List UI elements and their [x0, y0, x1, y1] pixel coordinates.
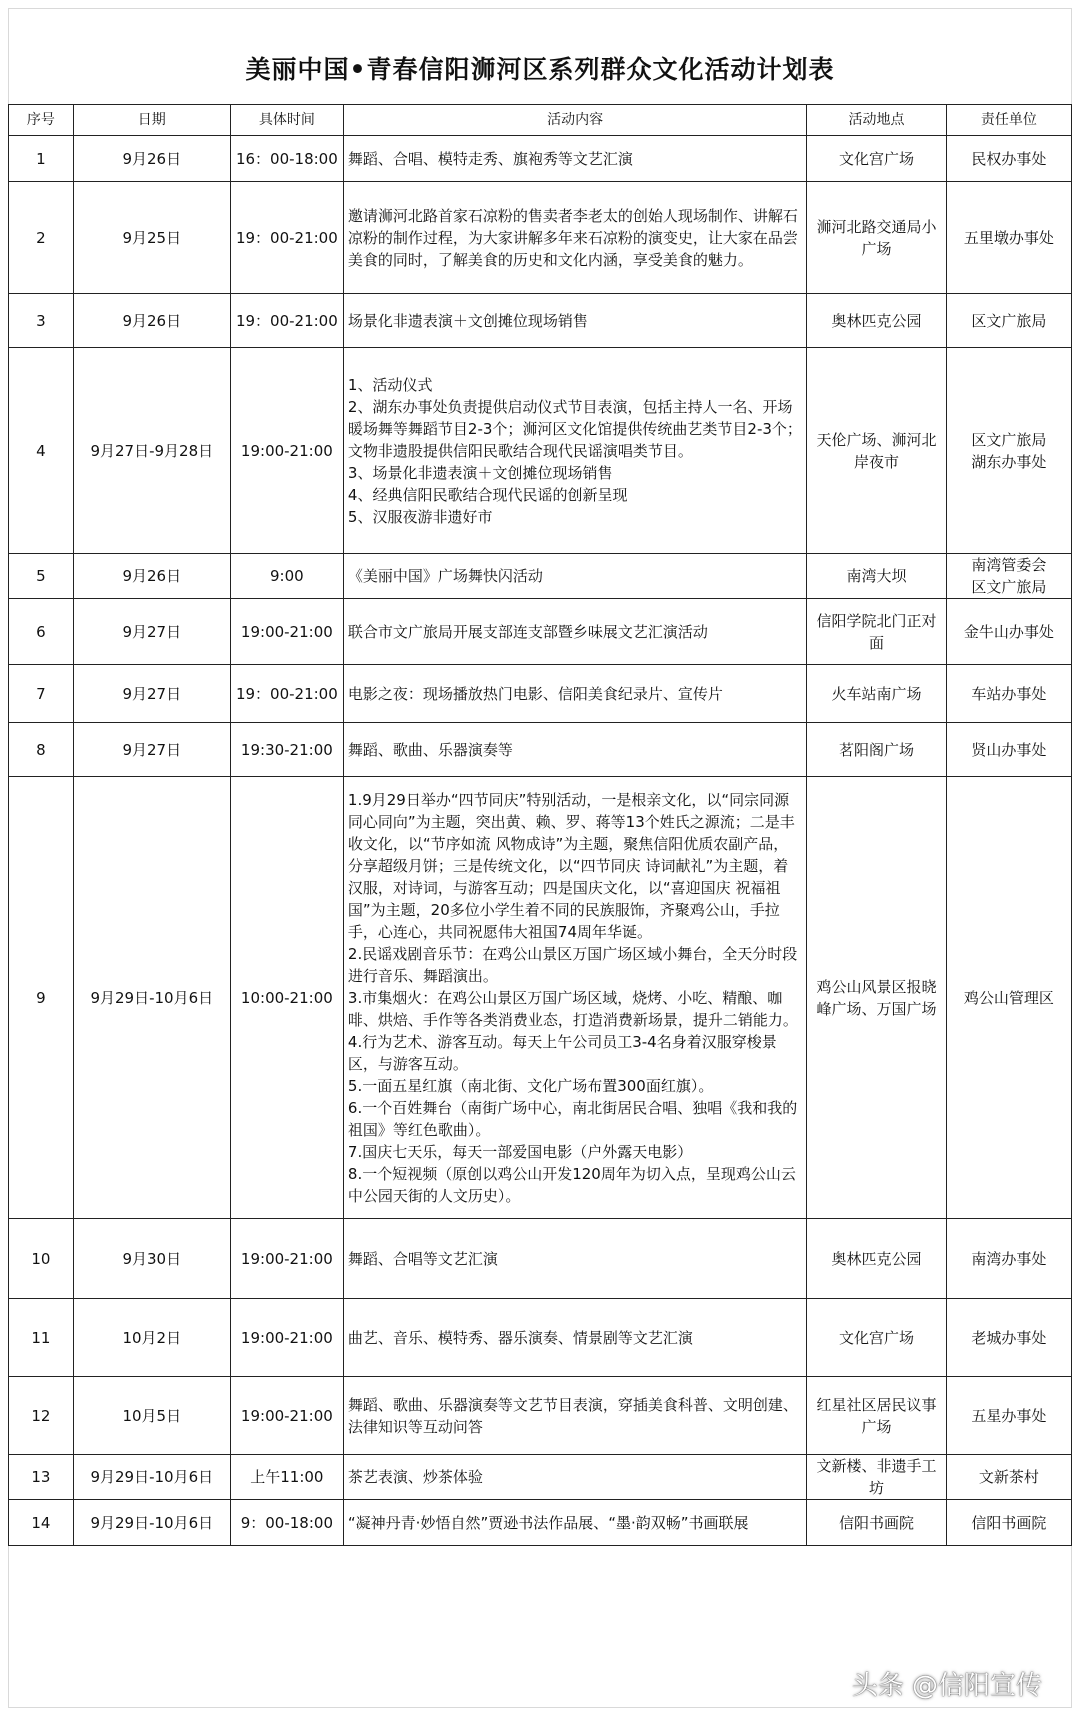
table-row: [9, 599, 1072, 665]
row-place: 火车站南广场: [807, 665, 946, 723]
row-place: 文化宫广场: [807, 1299, 946, 1377]
row-content: 电影之夜：现场播放热门电影、信阳美食纪录片、宣传片: [343, 665, 806, 723]
page-title: 美丽中国•青春信阳浉河区系列群众文化活动计划表: [245, 55, 835, 84]
table-row: [9, 136, 1072, 182]
row-unit: 文新茶村: [946, 1455, 1071, 1500]
row-unit: 南湾办事处: [946, 1219, 1071, 1299]
table-row: [9, 294, 1072, 348]
row-time: 19:00-21:00: [230, 348, 343, 554]
row-date: 9月25日: [73, 182, 230, 294]
row-date: 9月30日: [73, 1219, 230, 1299]
row-date: 9月29日-10月6日: [73, 1500, 230, 1546]
row-date: 9月29日-10月6日: [73, 1455, 230, 1500]
table-row: [9, 554, 1072, 599]
row-time: 19:30-21:00: [230, 723, 343, 777]
row-number: 12: [9, 1377, 74, 1455]
row-place: 文化宫广场: [807, 136, 946, 182]
row-number: 8: [9, 723, 74, 777]
row-date: 9月27日: [73, 723, 230, 777]
row-date: 9月29日-10月6日: [73, 777, 230, 1219]
row-place: 茗阳阁广场: [807, 723, 946, 777]
row-place: 信阳书画院: [807, 1500, 946, 1546]
row-time: 19：00-21:00: [230, 665, 343, 723]
row-date: 10月2日: [73, 1299, 230, 1377]
table-row: [9, 1377, 1072, 1455]
row-content: 舞蹈、歌曲、乐器演奏等文艺节目表演，穿插美食科普、文明创建、法律知识等互动问答: [343, 1377, 806, 1455]
row-place: 南湾大坝: [807, 554, 946, 599]
table-row: [9, 348, 1072, 554]
row-number: 14: [9, 1500, 74, 1546]
row-number: 13: [9, 1455, 74, 1500]
row-unit: 南湾管委会 区文广旅局: [946, 554, 1071, 599]
row-time: 9：00-18:00: [230, 1500, 343, 1546]
row-number: 6: [9, 599, 74, 665]
row-content: 舞蹈、歌曲、乐器演奏等: [343, 723, 806, 777]
row-number: 5: [9, 554, 74, 599]
header-time: 具体时间: [230, 105, 343, 136]
watermark: 头条 @信阳宣传: [851, 1671, 1042, 1701]
header-content: 活动内容: [343, 105, 806, 136]
table-row: [9, 182, 1072, 294]
row-unit: 贤山办事处: [946, 723, 1071, 777]
row-time: 19:00-21:00: [230, 1299, 343, 1377]
table-row: [9, 1455, 1072, 1500]
header-unit: 责任单位: [946, 105, 1071, 136]
row-date: 9月27日-9月28日: [73, 348, 230, 554]
header-date: 日期: [73, 105, 230, 136]
row-content: 舞蹈、合唱等文艺汇演: [343, 1219, 806, 1299]
row-content: 邀请浉河北路首家石凉粉的售卖者李老太的创始人现场制作、讲解石凉粉的制作过程，为大家讲解多年来石凉粉的演变史，让大家在品尝美食的同时，了解美食的历史和文化内涵，享受美食的魅力。: [343, 182, 806, 294]
row-content: 舞蹈、合唱、模特走秀、旗袍秀等文艺汇演: [343, 136, 806, 182]
row-content: 曲艺、音乐、模特秀、器乐演奏、情景剧等文艺汇演: [343, 1299, 806, 1377]
row-time: 19:00-21:00: [230, 599, 343, 665]
row-unit: 五星办事处: [946, 1377, 1071, 1455]
row-content: “凝神丹青·妙悟自然”贾逊书法作品展、“墨·韵双畅”书画联展: [343, 1500, 806, 1546]
row-time: 16：00-18:00: [230, 136, 343, 182]
activity-table: [8, 104, 1072, 1546]
row-number: 10: [9, 1219, 74, 1299]
row-time: 10:00-21:00: [230, 777, 343, 1219]
table-row: [9, 1219, 1072, 1299]
row-place: 文新楼、非遗手工坊: [807, 1455, 946, 1500]
row-content: 茶艺表演、炒茶体验: [343, 1455, 806, 1500]
row-content: 《美丽中国》广场舞快闪活动: [343, 554, 806, 599]
row-unit: 金牛山办事处: [946, 599, 1071, 665]
row-place: 奥林匹克公园: [807, 1219, 946, 1299]
row-unit: 民权办事处: [946, 136, 1071, 182]
row-number: 2: [9, 182, 74, 294]
table-row: [9, 1299, 1072, 1377]
row-number: 1: [9, 136, 74, 182]
row-unit: 区文广旅局 湖东办事处: [946, 348, 1071, 554]
table-row: [9, 665, 1072, 723]
table-row: [9, 723, 1072, 777]
row-time: 9:00: [230, 554, 343, 599]
row-number: 9: [9, 777, 74, 1219]
row-unit: 老城办事处: [946, 1299, 1071, 1377]
table-row: [9, 777, 1072, 1219]
row-content: 联合市文广旅局开展支部连支部暨乡味展文艺汇演活动: [343, 599, 806, 665]
row-place: 奥林匹克公园: [807, 294, 946, 348]
row-date: 9月27日: [73, 665, 230, 723]
row-place: 红星社区居民议事广场: [807, 1377, 946, 1455]
row-date: 9月26日: [73, 136, 230, 182]
row-number: 7: [9, 665, 74, 723]
row-date: 9月27日: [73, 599, 230, 665]
row-date: 9月26日: [73, 554, 230, 599]
row-number: 3: [9, 294, 74, 348]
row-content: 场景化非遗表演＋文创摊位现场销售: [343, 294, 806, 348]
row-unit: 区文广旅局: [946, 294, 1071, 348]
row-place: 信阳学院北门正对面: [807, 599, 946, 665]
row-content: 1.9月29日举办“四节同庆”特别活动，一是根亲文化，以“同宗同源 同心同向”为主题，突出黄、赖、罗、蒋等13个姓氏之源流；二是丰收文化，以“节序如流 风物成诗”为主题，聚焦信阳优质农副产品，分享超级月饼；三是传统文化，以“四节同庆 诗词献礼”为主题，着汉服，对诗词，与游客互动；四是国庆文化，以“喜迎国庆 祝福祖国”为主题，20多位小学生着不同的民族服饰，齐聚鸡公山，手拉手，心连心，共同祝愿伟大祖国74周年华诞。 2.民谣戏剧音乐节：在鸡公山景区万国广场区域小舞台，全天分时段进行音乐、舞蹈演出。 3.市集烟火：在鸡公山景区万国广场区域，烧烤、小吃、精酿、咖啡、烘焙、手作等各类消费业态，打造消费新场景，提升二销能力。 4.行为艺术、游客互动。每天上午公司员工3-4名身着汉服穿梭景区，与游客互动。 5.一面五星红旗（南北街、文化广场布置300面红旗）。 6.一个百姓舞台（南街广场中心，南北街居民合唱、独唱《我和我的祖国》等红色歌曲）。 7.国庆七天乐，每天一部爱国电影（户外露天电影） 8.一个短视频（原创以鸡公山开发120周年为切入点，呈现鸡公山云中公园天街的人文历史）。: [343, 777, 806, 1219]
row-place: 鸡公山风景区报晓峰广场、万国广场: [807, 777, 946, 1219]
table-row: [9, 1500, 1072, 1546]
header-place: 活动地点: [807, 105, 946, 136]
row-time: 上午11:00: [230, 1455, 343, 1500]
row-number: 11: [9, 1299, 74, 1377]
row-time: 19：00-21:00: [230, 294, 343, 348]
row-content: 1、活动仪式 2、湖东办事处负责提供启动仪式节目表演，包括主持人一名、开场暖场舞等舞蹈节目2-3个；浉河区文化馆提供传统曲艺类节目2-3个；文物非遗股提供信阳民歌结合现代民谣演唱类节目。 3、场景化非遗表演＋文创摊位现场销售 4、经典信阳民歌结合现代民谣的创新呈现 5、汉服夜游非遗好市: [343, 348, 806, 554]
row-unit: 信阳书画院: [946, 1500, 1071, 1546]
header-no: 序号: [9, 105, 74, 136]
row-time: 19：00-21:00: [230, 182, 343, 294]
row-place: 天伦广场、浉河北岸夜市: [807, 348, 946, 554]
row-date: 9月26日: [73, 294, 230, 348]
row-date: 10月5日: [73, 1377, 230, 1455]
row-time: 19:00-21:00: [230, 1377, 343, 1455]
row-time: 19:00-21:00: [230, 1219, 343, 1299]
row-number: 4: [9, 348, 74, 554]
row-place: 浉河北路交通局小广场: [807, 182, 946, 294]
row-unit: 鸡公山管理区: [946, 777, 1071, 1219]
row-unit: 车站办事处: [946, 665, 1071, 723]
header-row: [9, 105, 1072, 136]
row-unit: 五里墩办事处: [946, 182, 1071, 294]
